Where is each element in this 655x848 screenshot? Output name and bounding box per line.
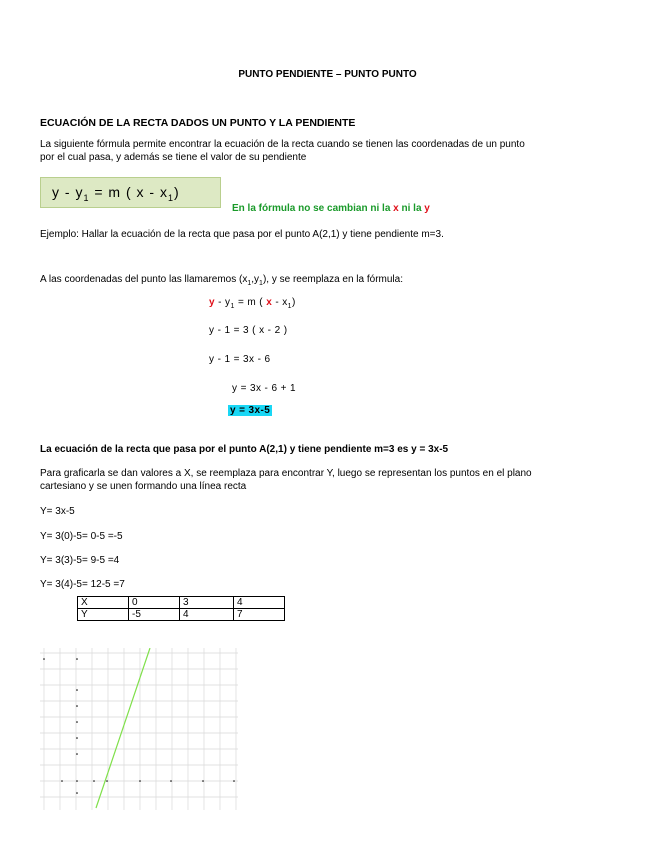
- coords-sub: 1: [247, 280, 252, 287]
- coords-text: [40, 273, 403, 290]
- cartesian-graph: [40, 648, 238, 810]
- formula-sub: 1: [167, 192, 174, 203]
- formula-box: [40, 177, 221, 208]
- step1-sub: 1: [230, 303, 235, 310]
- step1-x: x: [263, 297, 276, 308]
- tick-mark: [76, 737, 78, 739]
- tick-mark: [170, 780, 172, 782]
- tick-mark: [106, 780, 108, 782]
- step1-part: - y: [214, 297, 231, 308]
- step-4: y = 3x - 6 + 1: [232, 383, 296, 394]
- graph-ticks: [43, 658, 235, 794]
- section-heading: ECUACIÓN DE LA RECTA DADOS UN PUNTO Y LA PENDIENTE: [40, 117, 356, 129]
- table-cell: 7: [234, 609, 285, 621]
- formula-part: = m ( x - x: [89, 184, 168, 200]
- table-cell: 0: [129, 597, 180, 609]
- tick-mark: [76, 753, 78, 755]
- tick-mark: [76, 780, 78, 782]
- step1-part: ): [291, 297, 296, 308]
- note-y: y: [424, 203, 430, 214]
- note-text: ni la: [398, 203, 425, 214]
- result-highlight: y = 3x-5: [230, 405, 271, 416]
- tick-mark: [93, 780, 95, 782]
- page-title: PUNTO PENDIENTE – PUNTO PUNTO: [238, 69, 417, 80]
- intro-line-2: por el cual pasa, y además se tiene el valor de su pendiente: [40, 152, 307, 163]
- tick-mark: [61, 780, 63, 782]
- step1-y: y: [209, 297, 215, 308]
- table-cell: -5: [129, 609, 180, 621]
- coords-sub: 1: [259, 280, 263, 287]
- step-2: y - 1 = 3 ( x - 2 ): [209, 325, 288, 336]
- step1-part: = m (: [234, 297, 264, 308]
- eq-0: Y= 3x-5: [40, 506, 75, 517]
- note-x: x: [393, 203, 399, 214]
- tick-mark: [76, 721, 78, 723]
- tick-mark: [233, 780, 235, 782]
- table-row: [78, 597, 285, 609]
- coords-part: ,y: [251, 274, 260, 285]
- values-table: [77, 596, 285, 621]
- eq-2: Y= 3(3)-5= 9-5 =4: [40, 555, 120, 566]
- example-text: Ejemplo: Hallar la ecuación de la recta que pasa por el punto A(2,1) y tiene pendiente m=3.: [40, 229, 444, 240]
- tick-mark: [76, 658, 78, 660]
- eq-3: Y= 3(4)-5= 12-5 =7: [40, 579, 125, 590]
- note-text: En la fórmula no se cambian ni la: [232, 203, 394, 214]
- formula-y: y: [52, 184, 60, 200]
- formula-sub: 1: [83, 192, 90, 203]
- eq-1: Y= 3(0)-5= 0-5 =-5: [40, 531, 123, 542]
- tick-mark: [76, 792, 78, 794]
- formula-note: [232, 203, 430, 214]
- tick-mark: [76, 705, 78, 707]
- tick-mark: [43, 658, 45, 660]
- table-row: [78, 609, 285, 621]
- step-5-result: [228, 405, 272, 416]
- table-cell: 3: [180, 597, 234, 609]
- plotted-line: [96, 648, 150, 808]
- table-cell: X: [78, 597, 129, 609]
- table-cell: 4: [180, 609, 234, 621]
- coords-part: A las coordenadas del punto las llamaremos (x: [40, 274, 248, 285]
- step1-part: - x: [275, 297, 288, 308]
- intro-line-1: La siguiente fórmula permite encontrar la ecuación de la recta cuando se tienen las coordenadas de un punto: [40, 139, 525, 150]
- formula-part: ): [173, 184, 180, 200]
- graph-grid: [40, 648, 238, 810]
- tick-mark: [139, 780, 141, 782]
- coords-part: ), y se reemplaza en la fórmula:: [262, 274, 403, 285]
- graph-text-1: Para graficarla se dan valores a X, se reemplaza para encontrar Y, luego se representan los puntos en el plano: [40, 468, 532, 479]
- conclusion: La ecuación de la recta que pasa por el punto A(2,1) y tiene pendiente m=3 es y = 3x-5: [40, 444, 449, 455]
- step-1: [209, 297, 296, 310]
- table-cell: Y: [78, 609, 129, 621]
- formula-part: - y: [60, 184, 84, 200]
- step1-sub: 1: [287, 303, 292, 310]
- tick-mark: [202, 780, 204, 782]
- graph-text-2: cartesiano y se unen formando una línea recta: [40, 481, 247, 492]
- table-cell: 4: [234, 597, 285, 609]
- step-3: y - 1 = 3x - 6: [209, 354, 271, 365]
- tick-mark: [76, 689, 78, 691]
